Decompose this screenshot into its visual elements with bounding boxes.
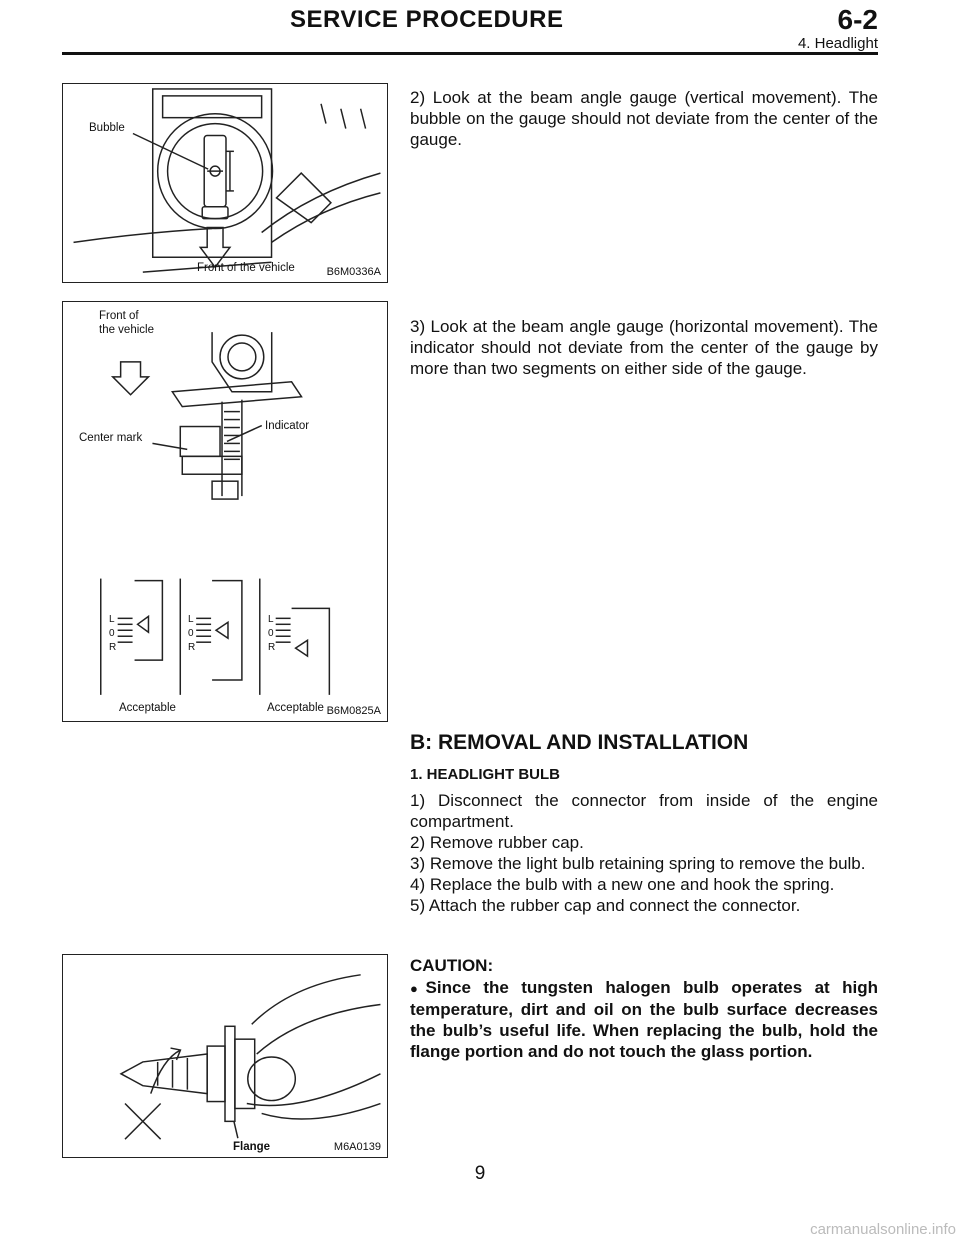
caution-body: Since the tungsten halogen bulb operates at high temperature, dirt and oil on the bulb surface decreases the bulb’s useful life. When replacing the bulb, hold the flange portion and do not touch the glass portion. — [410, 978, 878, 1061]
scale-l: L — [109, 614, 115, 625]
paragraph: 3) Look at the beam angle gauge (horizontal movement). The indicator should not deviate from the center of the gauge by more than two segments on either side of the gauge. — [410, 317, 878, 378]
step-horizontal-gauge — [410, 316, 878, 379]
step-item: 3) Remove the light bulb retaining spring to remove the bulb. — [410, 854, 866, 873]
scale-0: 0 — [109, 628, 115, 639]
caution-text — [410, 977, 878, 1062]
step-item: 4) Replace the bulb with a new one and hook the spring. — [410, 875, 835, 894]
step-vertical-gauge — [410, 87, 878, 150]
caution-heading: CAUTION: — [410, 956, 494, 975]
horizontal-gauge-illustration — [63, 302, 387, 721]
label-front-of-line2: the vehicle — [99, 324, 154, 336]
section-heading: B: REMOVAL AND INSTALLATION — [410, 731, 749, 754]
section-code: 6-2 — [837, 4, 878, 35]
subsection-name: 4. Headlight — [797, 35, 878, 52]
scale-r: R — [268, 642, 276, 653]
label-acceptable: Acceptable — [267, 702, 324, 714]
header-rule — [62, 52, 878, 55]
subsection-heading: 1. HEADLIGHT BULB — [410, 766, 560, 783]
paragraph: 2) Look at the beam angle gauge (vertical movement). The bubble on the gauge should not deviate from the center of the gauge. — [410, 88, 878, 149]
scale-0: 0 — [268, 628, 274, 639]
watermark: carmanualsonline.info — [810, 1221, 956, 1238]
figure-code: B6M0336A — [326, 266, 381, 278]
scale-l: L — [188, 614, 194, 625]
header-title: SERVICE PROCEDURE — [290, 6, 564, 33]
procedure-steps — [410, 790, 878, 916]
label-acceptable: Acceptable — [119, 702, 176, 714]
bullet-icon: ● — [410, 981, 426, 996]
page-number: 9 — [474, 1163, 486, 1184]
step-item: 1) Disconnect the connector from inside of the engine compartment. — [410, 791, 878, 831]
step-item: 5) Attach the rubber cap and connect the connector. — [410, 896, 801, 915]
figure-vertical-gauge — [62, 83, 388, 283]
label-front-of-line1: Front of — [99, 310, 139, 322]
scale-l: L — [268, 614, 274, 625]
scale-0: 0 — [188, 628, 194, 639]
label-front-of-vehicle: Front of the vehicle — [197, 262, 295, 274]
figure-bulb — [62, 954, 388, 1158]
vertical-gauge-illustration — [63, 84, 387, 282]
label-center-mark: Center mark — [79, 432, 143, 444]
label-flange: Flange — [233, 1141, 271, 1153]
label-bubble: Bubble — [89, 122, 125, 134]
label-indicator: Indicator — [265, 420, 310, 432]
figure-code: B6M0825A — [326, 705, 381, 717]
figure-horizontal-gauge — [62, 301, 388, 722]
bulb-illustration — [63, 955, 387, 1157]
step-item: 2) Remove rubber cap. — [410, 833, 584, 852]
scale-r: R — [109, 642, 117, 653]
figure-code: M6A0139 — [333, 1141, 381, 1153]
scale-r: R — [188, 642, 196, 653]
